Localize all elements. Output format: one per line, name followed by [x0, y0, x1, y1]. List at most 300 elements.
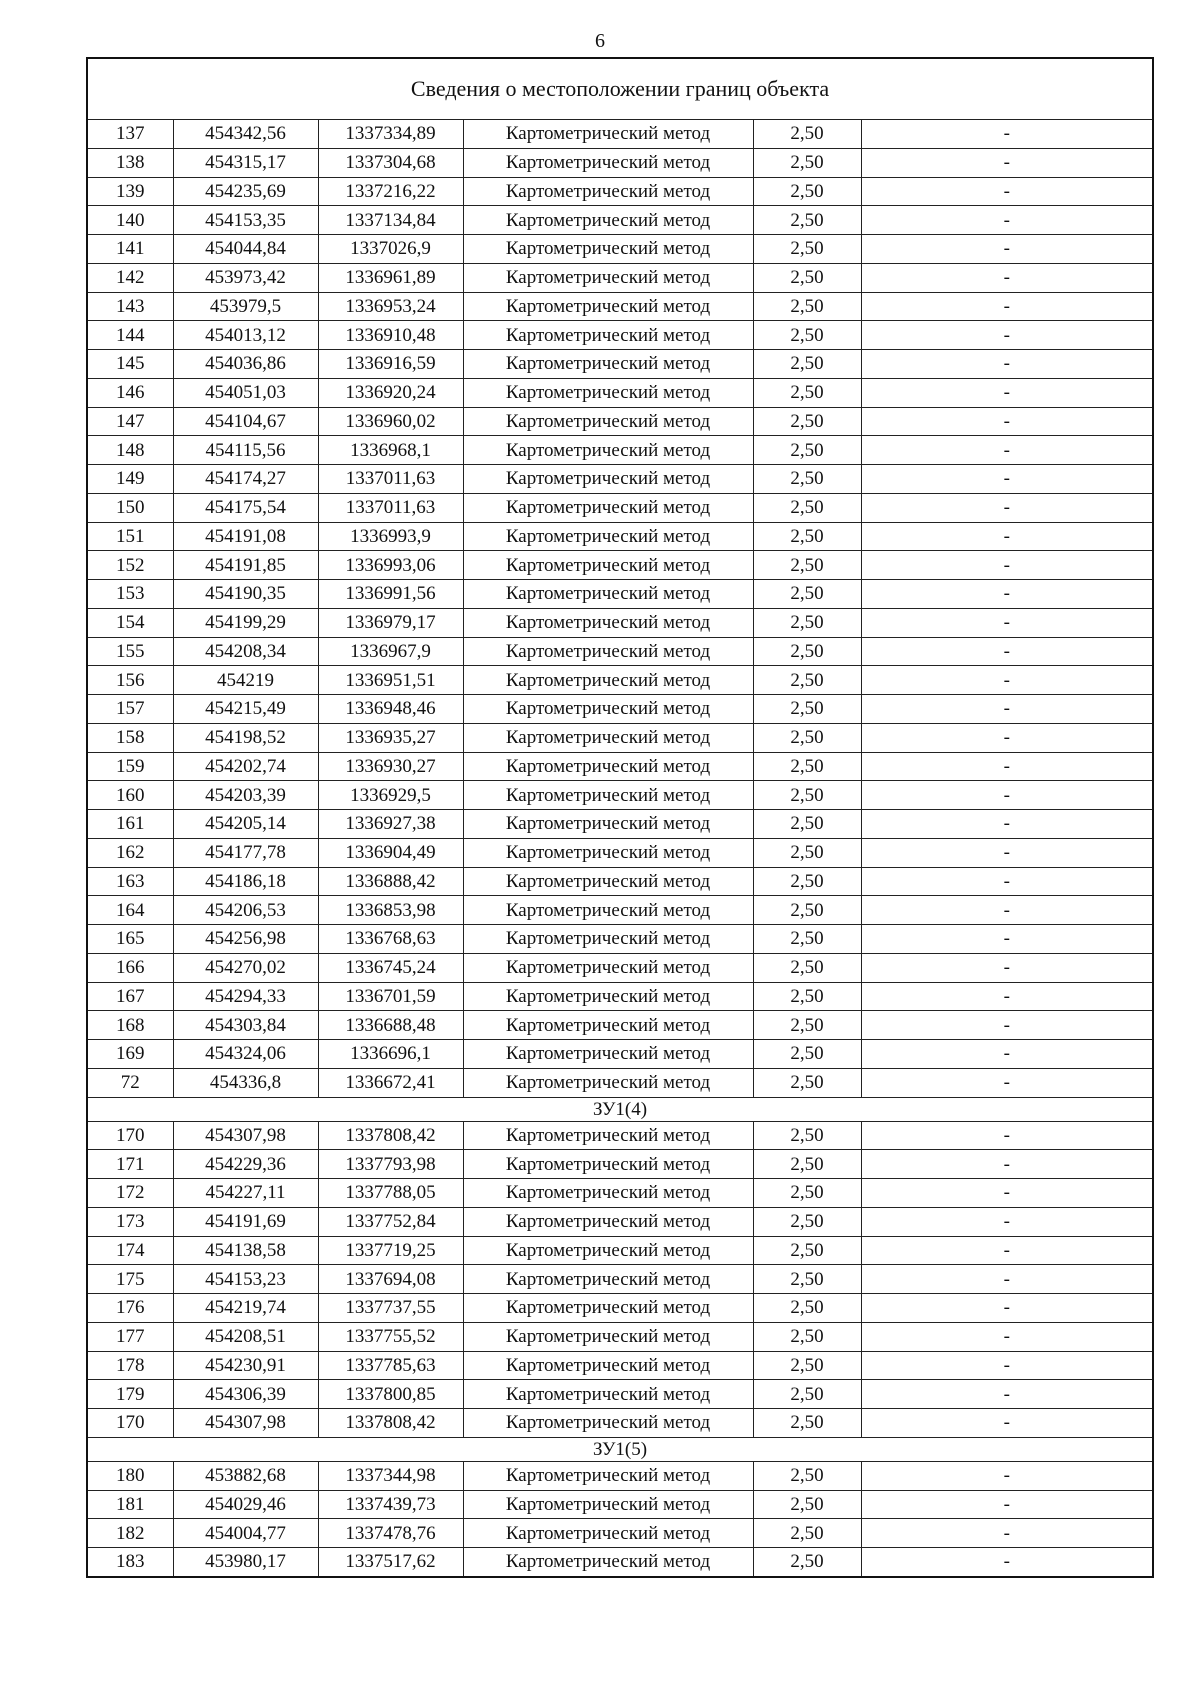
accuracy-cell: 2,50: [753, 177, 861, 206]
table-row: [87, 953, 1153, 982]
point-number-cell: 146: [87, 378, 173, 407]
description-cell: -: [861, 321, 1153, 350]
accuracy-cell: 2,50: [753, 321, 861, 350]
x-coordinate-cell: 454203,39: [173, 781, 318, 810]
table-row: [87, 148, 1153, 177]
x-coordinate-cell: 454174,27: [173, 465, 318, 494]
description-cell: -: [861, 695, 1153, 724]
table-row: [87, 235, 1153, 264]
accuracy-cell: 2,50: [753, 1040, 861, 1069]
table-row: [87, 637, 1153, 666]
point-number-cell: 72: [87, 1068, 173, 1097]
point-number-cell: 140: [87, 206, 173, 235]
method-cell: Картометрический метод: [463, 1351, 753, 1380]
point-number-cell: 172: [87, 1179, 173, 1208]
point-number-cell: 167: [87, 982, 173, 1011]
accuracy-cell: 2,50: [753, 148, 861, 177]
accuracy-cell: 2,50: [753, 953, 861, 982]
accuracy-cell: 2,50: [753, 838, 861, 867]
x-coordinate-cell: 454177,78: [173, 838, 318, 867]
method-cell: Картометрический метод: [463, 1207, 753, 1236]
point-number-cell: 171: [87, 1150, 173, 1179]
description-cell: -: [861, 177, 1153, 206]
y-coordinate-cell: 1337785,63: [318, 1351, 463, 1380]
table-row: [87, 867, 1153, 896]
y-coordinate-cell: 1336904,49: [318, 838, 463, 867]
method-cell: Картометрический метод: [463, 896, 753, 925]
x-coordinate-cell: 454104,67: [173, 407, 318, 436]
point-number-cell: 180: [87, 1461, 173, 1490]
method-cell: Картометрический метод: [463, 1265, 753, 1294]
method-cell: Картометрический метод: [463, 1548, 753, 1577]
y-coordinate-cell: 1336927,38: [318, 810, 463, 839]
point-number-cell: 141: [87, 235, 173, 264]
point-number-cell: 181: [87, 1490, 173, 1519]
x-coordinate-cell: 454175,54: [173, 493, 318, 522]
x-coordinate-cell: 454208,51: [173, 1322, 318, 1351]
y-coordinate-cell: 1336979,17: [318, 608, 463, 637]
accuracy-cell: 2,50: [753, 867, 861, 896]
accuracy-cell: 2,50: [753, 925, 861, 954]
method-cell: Картометрический метод: [463, 1409, 753, 1438]
method-cell: Картометрический метод: [463, 465, 753, 494]
description-cell: -: [861, 752, 1153, 781]
y-coordinate-cell: 1337808,42: [318, 1409, 463, 1438]
x-coordinate-cell: 454307,98: [173, 1121, 318, 1150]
x-coordinate-cell: 454202,74: [173, 752, 318, 781]
method-cell: Картометрический метод: [463, 148, 753, 177]
x-coordinate-cell: 454190,35: [173, 580, 318, 609]
method-cell: Картометрический метод: [463, 177, 753, 206]
description-cell: -: [861, 1265, 1153, 1294]
method-cell: Картометрический метод: [463, 378, 753, 407]
accuracy-cell: 2,50: [753, 1548, 861, 1577]
method-cell: Картометрический метод: [463, 235, 753, 264]
table-title-row: [87, 58, 1153, 120]
table-row: [87, 465, 1153, 494]
description-cell: -: [861, 1409, 1153, 1438]
table-row: [87, 1011, 1153, 1040]
accuracy-cell: 2,50: [753, 378, 861, 407]
y-coordinate-cell: 1337755,52: [318, 1322, 463, 1351]
x-coordinate-cell: 454303,84: [173, 1011, 318, 1040]
accuracy-cell: 2,50: [753, 1351, 861, 1380]
table-row: [87, 1519, 1153, 1548]
x-coordinate-cell: 453973,42: [173, 263, 318, 292]
x-coordinate-cell: 454219,74: [173, 1294, 318, 1323]
method-cell: Картометрический метод: [463, 292, 753, 321]
section-label: ЗУ1(4): [87, 1097, 1153, 1121]
x-coordinate-cell: 454208,34: [173, 637, 318, 666]
description-cell: -: [861, 1068, 1153, 1097]
y-coordinate-cell: 1337304,68: [318, 148, 463, 177]
table-row: [87, 1207, 1153, 1236]
table-row: [87, 120, 1153, 149]
y-coordinate-cell: 1336930,27: [318, 752, 463, 781]
point-number-cell: 182: [87, 1519, 173, 1548]
y-coordinate-cell: 1337752,84: [318, 1207, 463, 1236]
y-coordinate-cell: 1337800,85: [318, 1380, 463, 1409]
table-row: [87, 1461, 1153, 1490]
x-coordinate-cell: 454270,02: [173, 953, 318, 982]
method-cell: Картометрический метод: [463, 1490, 753, 1519]
description-cell: -: [861, 148, 1153, 177]
accuracy-cell: 2,50: [753, 235, 861, 264]
table-row: [87, 723, 1153, 752]
method-cell: Картометрический метод: [463, 1461, 753, 1490]
method-cell: Картометрический метод: [463, 1121, 753, 1150]
point-number-cell: 158: [87, 723, 173, 752]
description-cell: -: [861, 263, 1153, 292]
accuracy-cell: 2,50: [753, 292, 861, 321]
table-row: [87, 838, 1153, 867]
point-number-cell: 150: [87, 493, 173, 522]
description-cell: -: [861, 723, 1153, 752]
accuracy-cell: 2,50: [753, 982, 861, 1011]
accuracy-cell: 2,50: [753, 407, 861, 436]
point-number-cell: 156: [87, 666, 173, 695]
accuracy-cell: 2,50: [753, 1236, 861, 1265]
y-coordinate-cell: 1337808,42: [318, 1121, 463, 1150]
description-cell: -: [861, 407, 1153, 436]
page-number: 6: [595, 30, 605, 52]
x-coordinate-cell: 454342,56: [173, 120, 318, 149]
table-row: [87, 1121, 1153, 1150]
y-coordinate-cell: 1336853,98: [318, 896, 463, 925]
accuracy-cell: 2,50: [753, 551, 861, 580]
accuracy-cell: 2,50: [753, 1409, 861, 1438]
x-coordinate-cell: 454206,53: [173, 896, 318, 925]
table-row: [87, 810, 1153, 839]
accuracy-cell: 2,50: [753, 1294, 861, 1323]
table-row: [87, 1179, 1153, 1208]
description-cell: -: [861, 1351, 1153, 1380]
table-row: [87, 1040, 1153, 1069]
description-cell: -: [861, 867, 1153, 896]
point-number-cell: 142: [87, 263, 173, 292]
method-cell: Картометрический метод: [463, 810, 753, 839]
method-cell: Картометрический метод: [463, 263, 753, 292]
accuracy-cell: 2,50: [753, 1207, 861, 1236]
method-cell: Картометрический метод: [463, 321, 753, 350]
x-coordinate-cell: 454199,29: [173, 608, 318, 637]
table-row: [87, 321, 1153, 350]
table-row: [87, 522, 1153, 551]
table-row: [87, 781, 1153, 810]
method-cell: Картометрический метод: [463, 1322, 753, 1351]
x-coordinate-cell: 454230,91: [173, 1351, 318, 1380]
description-cell: -: [861, 1380, 1153, 1409]
description-cell: -: [861, 493, 1153, 522]
method-cell: Картометрический метод: [463, 350, 753, 379]
point-number-cell: 170: [87, 1409, 173, 1438]
x-coordinate-cell: 454044,84: [173, 235, 318, 264]
point-number-cell: 178: [87, 1351, 173, 1380]
accuracy-cell: 2,50: [753, 752, 861, 781]
y-coordinate-cell: 1337478,76: [318, 1519, 463, 1548]
table-row: [87, 378, 1153, 407]
y-coordinate-cell: 1337026,9: [318, 235, 463, 264]
x-coordinate-cell: 454051,03: [173, 378, 318, 407]
y-coordinate-cell: 1336991,56: [318, 580, 463, 609]
y-coordinate-cell: 1337737,55: [318, 1294, 463, 1323]
description-cell: -: [861, 1519, 1153, 1548]
method-cell: Картометрический метод: [463, 1380, 753, 1409]
y-coordinate-cell: 1336688,48: [318, 1011, 463, 1040]
accuracy-cell: 2,50: [753, 781, 861, 810]
method-cell: Картометрический метод: [463, 1236, 753, 1265]
y-coordinate-cell: 1337216,22: [318, 177, 463, 206]
point-number-cell: 163: [87, 867, 173, 896]
table-row: [87, 1265, 1153, 1294]
point-number-cell: 164: [87, 896, 173, 925]
point-number-cell: 179: [87, 1380, 173, 1409]
x-coordinate-cell: 454186,18: [173, 867, 318, 896]
x-coordinate-cell: 454029,46: [173, 1490, 318, 1519]
y-coordinate-cell: 1336672,41: [318, 1068, 463, 1097]
point-number-cell: 165: [87, 925, 173, 954]
table-row: [87, 551, 1153, 580]
x-coordinate-cell: 454191,85: [173, 551, 318, 580]
y-coordinate-cell: 1337694,08: [318, 1265, 463, 1294]
accuracy-cell: 2,50: [753, 637, 861, 666]
method-cell: Картометрический метод: [463, 838, 753, 867]
accuracy-cell: 2,50: [753, 695, 861, 724]
y-coordinate-cell: 1336967,9: [318, 637, 463, 666]
boundary-coordinates-table: [86, 57, 1154, 1578]
accuracy-cell: 2,50: [753, 263, 861, 292]
table-row: [87, 1490, 1153, 1519]
point-number-cell: 162: [87, 838, 173, 867]
accuracy-cell: 2,50: [753, 436, 861, 465]
point-number-cell: 170: [87, 1121, 173, 1150]
y-coordinate-cell: 1336951,51: [318, 666, 463, 695]
table-row: [87, 1236, 1153, 1265]
accuracy-cell: 2,50: [753, 1150, 861, 1179]
method-cell: Картометрический метод: [463, 493, 753, 522]
description-cell: -: [861, 1040, 1153, 1069]
x-coordinate-cell: 454153,35: [173, 206, 318, 235]
x-coordinate-cell: 454215,49: [173, 695, 318, 724]
method-cell: Картометрический метод: [463, 551, 753, 580]
description-cell: -: [861, 637, 1153, 666]
description-cell: -: [861, 1150, 1153, 1179]
accuracy-cell: 2,50: [753, 1490, 861, 1519]
table-row: [87, 350, 1153, 379]
point-number-cell: 169: [87, 1040, 173, 1069]
description-cell: -: [861, 925, 1153, 954]
y-coordinate-cell: 1336948,46: [318, 695, 463, 724]
y-coordinate-cell: 1337788,05: [318, 1179, 463, 1208]
description-cell: -: [861, 896, 1153, 925]
description-cell: -: [861, 838, 1153, 867]
accuracy-cell: 2,50: [753, 493, 861, 522]
x-coordinate-cell: 454227,11: [173, 1179, 318, 1208]
method-cell: Картометрический метод: [463, 522, 753, 551]
point-number-cell: 139: [87, 177, 173, 206]
description-cell: -: [861, 1121, 1153, 1150]
y-coordinate-cell: 1336993,9: [318, 522, 463, 551]
x-coordinate-cell: 454306,39: [173, 1380, 318, 1409]
x-coordinate-cell: 454138,58: [173, 1236, 318, 1265]
x-coordinate-cell: 454315,17: [173, 148, 318, 177]
point-number-cell: 153: [87, 580, 173, 609]
table-row: [87, 666, 1153, 695]
method-cell: Картометрический метод: [463, 781, 753, 810]
description-cell: -: [861, 350, 1153, 379]
description-cell: -: [861, 551, 1153, 580]
description-cell: -: [861, 1490, 1153, 1519]
accuracy-cell: 2,50: [753, 666, 861, 695]
table-row: [87, 177, 1153, 206]
table-row: [87, 436, 1153, 465]
point-number-cell: 175: [87, 1265, 173, 1294]
point-number-cell: 177: [87, 1322, 173, 1351]
method-cell: Картометрический метод: [463, 723, 753, 752]
accuracy-cell: 2,50: [753, 350, 861, 379]
y-coordinate-cell: 1336960,02: [318, 407, 463, 436]
table-row: [87, 493, 1153, 522]
description-cell: -: [861, 810, 1153, 839]
accuracy-cell: 2,50: [753, 1265, 861, 1294]
description-cell: -: [861, 982, 1153, 1011]
accuracy-cell: 2,50: [753, 1011, 861, 1040]
y-coordinate-cell: 1336745,24: [318, 953, 463, 982]
accuracy-cell: 2,50: [753, 1519, 861, 1548]
method-cell: Картометрический метод: [463, 666, 753, 695]
x-coordinate-cell: 454036,86: [173, 350, 318, 379]
y-coordinate-cell: 1336935,27: [318, 723, 463, 752]
method-cell: Картометрический метод: [463, 436, 753, 465]
x-coordinate-cell: 454256,98: [173, 925, 318, 954]
y-coordinate-cell: 1337439,73: [318, 1490, 463, 1519]
accuracy-cell: 2,50: [753, 580, 861, 609]
table-row: [87, 1294, 1153, 1323]
description-cell: -: [861, 1179, 1153, 1208]
method-cell: Картометрический метод: [463, 580, 753, 609]
table-row: [87, 1380, 1153, 1409]
accuracy-cell: 2,50: [753, 896, 861, 925]
method-cell: Картометрический метод: [463, 608, 753, 637]
method-cell: Картометрический метод: [463, 752, 753, 781]
accuracy-cell: 2,50: [753, 1322, 861, 1351]
description-cell: -: [861, 1322, 1153, 1351]
accuracy-cell: 2,50: [753, 120, 861, 149]
point-number-cell: 155: [87, 637, 173, 666]
x-coordinate-cell: 454336,8: [173, 1068, 318, 1097]
x-coordinate-cell: 453979,5: [173, 292, 318, 321]
method-cell: Картометрический метод: [463, 867, 753, 896]
x-coordinate-cell: 454324,06: [173, 1040, 318, 1069]
description-cell: -: [861, 580, 1153, 609]
description-cell: -: [861, 120, 1153, 149]
method-cell: Картометрический метод: [463, 407, 753, 436]
method-cell: Картометрический метод: [463, 1294, 753, 1323]
table-row: [87, 1150, 1153, 1179]
y-coordinate-cell: 1336701,59: [318, 982, 463, 1011]
method-cell: Картометрический метод: [463, 120, 753, 149]
point-number-cell: 173: [87, 1207, 173, 1236]
accuracy-cell: 2,50: [753, 206, 861, 235]
accuracy-cell: 2,50: [753, 1461, 861, 1490]
description-cell: -: [861, 436, 1153, 465]
table-row: [87, 1322, 1153, 1351]
method-cell: Картометрический метод: [463, 1068, 753, 1097]
point-number-cell: 183: [87, 1548, 173, 1577]
y-coordinate-cell: 1337334,89: [318, 120, 463, 149]
x-coordinate-cell: 454004,77: [173, 1519, 318, 1548]
point-number-cell: 160: [87, 781, 173, 810]
description-cell: -: [861, 1548, 1153, 1577]
table-row: [87, 1548, 1153, 1577]
point-number-cell: 159: [87, 752, 173, 781]
method-cell: Картометрический метод: [463, 695, 753, 724]
table-title: Сведения о местоположении границ объекта: [87, 58, 1153, 120]
x-coordinate-cell: 454235,69: [173, 177, 318, 206]
y-coordinate-cell: 1336961,89: [318, 263, 463, 292]
y-coordinate-cell: 1336993,06: [318, 551, 463, 580]
point-number-cell: 151: [87, 522, 173, 551]
y-coordinate-cell: 1337517,62: [318, 1548, 463, 1577]
table-row: [87, 263, 1153, 292]
point-number-cell: 174: [87, 1236, 173, 1265]
x-coordinate-cell: 454307,98: [173, 1409, 318, 1438]
method-cell: Картометрический метод: [463, 925, 753, 954]
x-coordinate-cell: 454205,14: [173, 810, 318, 839]
description-cell: -: [861, 1294, 1153, 1323]
section-header-row: [87, 1437, 1153, 1461]
accuracy-cell: 2,50: [753, 465, 861, 494]
point-number-cell: 149: [87, 465, 173, 494]
y-coordinate-cell: 1336916,59: [318, 350, 463, 379]
method-cell: Картометрический метод: [463, 1519, 753, 1548]
point-number-cell: 154: [87, 608, 173, 637]
y-coordinate-cell: 1336953,24: [318, 292, 463, 321]
table-row: [87, 608, 1153, 637]
x-coordinate-cell: 454219: [173, 666, 318, 695]
y-coordinate-cell: 1336968,1: [318, 436, 463, 465]
y-coordinate-cell: 1337719,25: [318, 1236, 463, 1265]
y-coordinate-cell: 1336920,24: [318, 378, 463, 407]
method-cell: Картометрический метод: [463, 1011, 753, 1040]
x-coordinate-cell: 454013,12: [173, 321, 318, 350]
point-number-cell: 161: [87, 810, 173, 839]
accuracy-cell: 2,50: [753, 1179, 861, 1208]
method-cell: Картометрический метод: [463, 206, 753, 235]
point-number-cell: 144: [87, 321, 173, 350]
point-number-cell: 166: [87, 953, 173, 982]
point-number-cell: 137: [87, 120, 173, 149]
x-coordinate-cell: 454229,36: [173, 1150, 318, 1179]
description-cell: -: [861, 522, 1153, 551]
table-row: [87, 982, 1153, 1011]
table-row: [87, 752, 1153, 781]
table-row: [87, 206, 1153, 235]
accuracy-cell: 2,50: [753, 608, 861, 637]
point-number-cell: 148: [87, 436, 173, 465]
description-cell: -: [861, 1461, 1153, 1490]
method-cell: Картометрический метод: [463, 637, 753, 666]
description-cell: -: [861, 235, 1153, 264]
description-cell: -: [861, 206, 1153, 235]
x-coordinate-cell: 454153,23: [173, 1265, 318, 1294]
method-cell: Картометрический метод: [463, 1150, 753, 1179]
description-cell: -: [861, 953, 1153, 982]
y-coordinate-cell: 1337134,84: [318, 206, 463, 235]
description-cell: -: [861, 1011, 1153, 1040]
accuracy-cell: 2,50: [753, 522, 861, 551]
description-cell: -: [861, 1207, 1153, 1236]
